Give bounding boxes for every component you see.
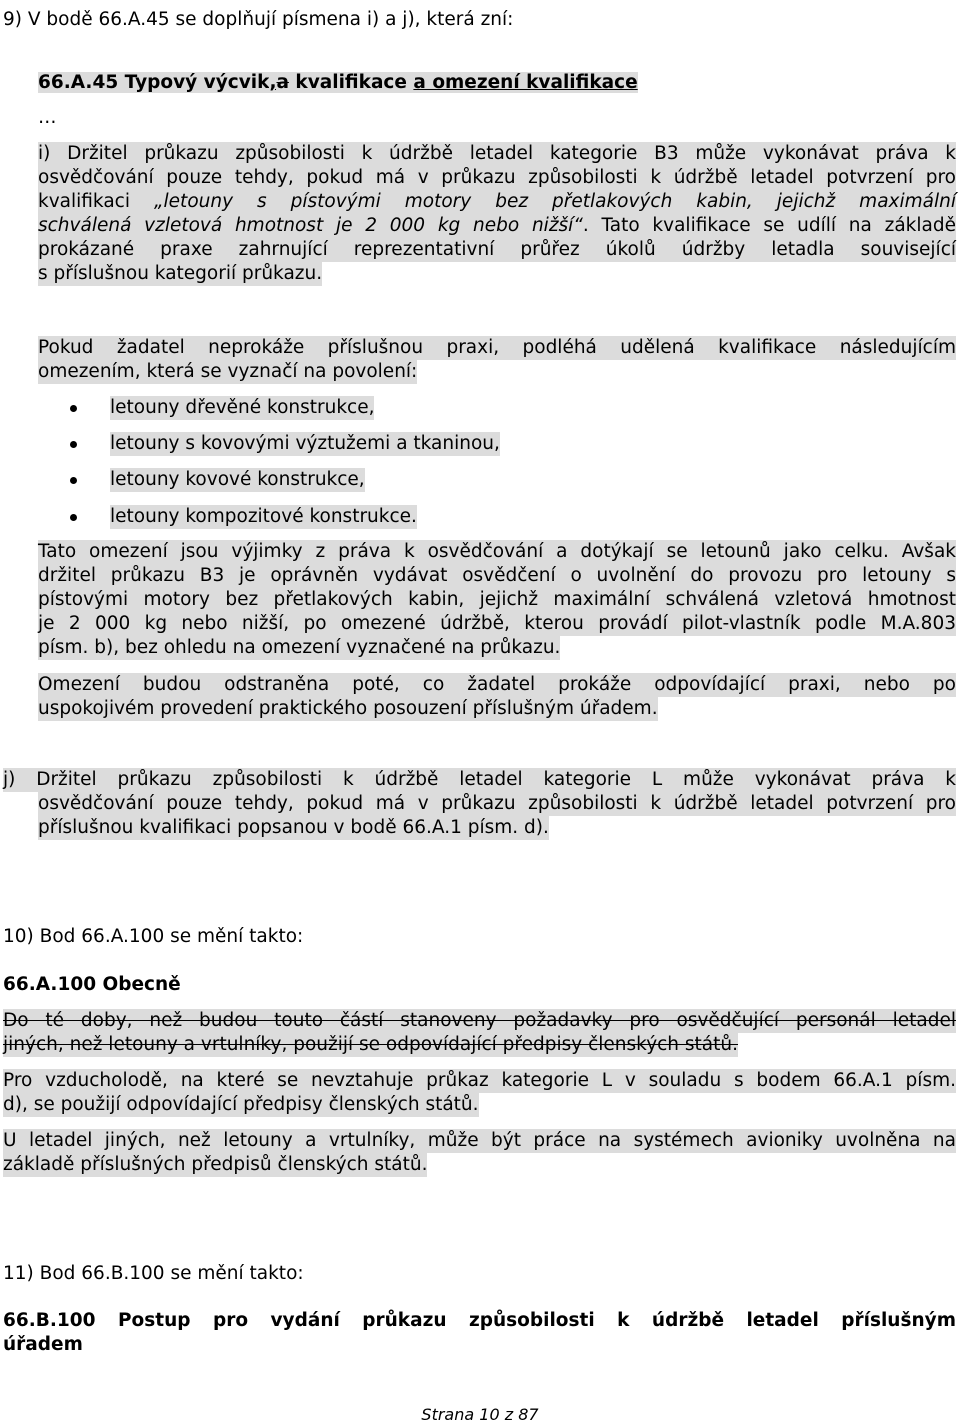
heading-added-text: a omezení kvalifikace <box>413 72 638 93</box>
avionics-paragraph <box>3 1129 956 1177</box>
airships-line-1: Pro vzducholodě, na které se nevztahuje průkaz kategorie L v souladu s bodem 66.A.1 písm. <box>3 1070 956 1091</box>
avionics-line-1: U letadel jiných, než letouny a vrtulníky, může být práce na systémech avioniky uvolněna na <box>3 1130 956 1151</box>
bullet-item-4: letouny kompozitové konstrukce. <box>110 506 417 527</box>
para-i-line-3-italic: „letouny s pístovými motory bez přetlakových kabin, jejichž maximální <box>153 191 956 212</box>
exceptions-line-3: pístovými motory bez přetlakových kabin, jejichž maximální schválená vzletová hmotnost <box>38 589 956 610</box>
para-j-line-3: příslušnou kvalifikaci popsanou v bodě 66.A.1 písm. d). <box>38 817 549 838</box>
para-j-line-2: osvědčování pouze tehdy, pokud má v průkazu způsobilosti k údržbě letadel potvrzení pro <box>38 793 956 814</box>
removal-line-2: uspokojivém provedení praktického posouzení příslušným úřadem. <box>38 698 658 719</box>
exceptions-paragraph <box>38 540 956 660</box>
item11-heading-line-2: úřadem <box>3 1334 83 1355</box>
paragraph-i <box>38 142 956 286</box>
bullet-item-3: letouny kovové konstrukce, <box>110 469 365 490</box>
bullet-icon <box>70 477 77 484</box>
ellipsis: … <box>38 107 57 128</box>
restriction-line-1: Pokud žadatel neprokáže příslušnou praxi, podléhá udělená kvalifikace následujícím <box>38 337 956 358</box>
para-i-line-4 <box>38 214 956 238</box>
para-i-line-1: i) Držitel průkazu způsobilosti k údržbě letadel kategorie B3 může vykonávat práva k <box>38 143 956 164</box>
para-i-line-2: osvědčování pouze tehdy, pokud má v průkazu způsobilosti k údržbě letadel potvrzení pro <box>38 167 956 188</box>
item11-heading <box>3 1309 956 1357</box>
bullet-icon <box>70 514 77 521</box>
para-i-line-4-italic: schválená vzletová hmotnost je 2 000 kg nebo nižší“ <box>38 215 583 236</box>
airships-line-2: d), se použijí odpovídající předpisy členských států. <box>3 1094 479 1115</box>
heading-comma: , <box>269 72 277 93</box>
exceptions-line-5: písm. b), bez ohledu na omezení vyznačené na průkazu. <box>38 637 561 658</box>
heading-deleted-word: a <box>276 72 289 93</box>
para-j-line-1: j) Držitel průkazu způsobilosti k údržbě letadel kategorie L může vykonávat práva k <box>3 769 956 790</box>
heading-main: 66.A.45 Typový výcvik <box>38 72 270 93</box>
deleted-line-1: Do té doby, než budou touto částí stanoveny požadavky pro osvědčující personál letadel <box>3 1010 956 1031</box>
bullet-item-2: letouny s kovovými výztužemi a tkaninou, <box>110 433 500 454</box>
heading-qualification: kvalifikace <box>288 72 414 93</box>
para-i-line-4-text: . Tato kvalifikace se udílí na základě <box>582 215 956 236</box>
exceptions-line-1: Tato omezení jsou výjimky z práva k osvědčování a dotýkají se letounů jako celku. Avšak <box>38 541 956 562</box>
restriction-line-2: omezením, která se vyznačí na povolení: <box>38 361 418 382</box>
item11-intro: 11) Bod 66.B.100 se mění takto: <box>3 1263 304 1284</box>
page-number: Strana 10 z 87 <box>421 1405 539 1424</box>
bullet-icon <box>70 405 77 412</box>
restriction-paragraph <box>38 336 956 384</box>
airships-paragraph <box>3 1069 956 1117</box>
exceptions-line-2: držitel průkazu B3 je oprávněn vydávat osvědčení o uvolnění do provozu pro letouny s <box>38 565 956 586</box>
item9-intro: 9) V bodě 66.A.45 se doplňují písmena i) a j), která zní: <box>3 9 514 30</box>
item10-heading: 66.A.100 Obecně <box>3 974 181 995</box>
para-i-line-5: prokázané praxe zahrnující reprezentativní průřez úkolů údržby letadla související <box>38 239 956 260</box>
item9-heading <box>38 71 638 95</box>
bullet-icon <box>70 441 77 448</box>
removal-paragraph <box>38 673 956 721</box>
paragraph-j <box>3 768 956 840</box>
exceptions-line-4: je 2 000 kg nebo nižší, po omezené údržbě, kterou provádí pilot-vlastník podle M.A.803 <box>38 613 956 634</box>
deleted-paragraph <box>3 1009 956 1057</box>
item11-heading-line-1: 66.B.100 Postup pro vydání průkazu způsobilosti k údržbě letadel příslušným <box>3 1310 956 1331</box>
item10-intro: 10) Bod 66.A.100 se mění takto: <box>3 926 304 947</box>
para-i-line-3-text: kvalifikaci <box>38 191 154 212</box>
bullet-item-1: letouny dřevěné konstrukce, <box>110 397 375 418</box>
deleted-line-2: jiných, než letouny a vrtulníky, použijí se odpovídající předpisy členských států. <box>3 1034 739 1055</box>
para-i-line-3 <box>38 190 956 214</box>
avionics-line-2: základě příslušných předpisů členských států. <box>3 1154 428 1175</box>
para-i-line-6: s příslušnou kategorií průkazu. <box>38 263 323 284</box>
removal-line-1: Omezení budou odstraněna poté, co žadatel prokáže odpovídající praxi, nebo po <box>38 674 956 695</box>
